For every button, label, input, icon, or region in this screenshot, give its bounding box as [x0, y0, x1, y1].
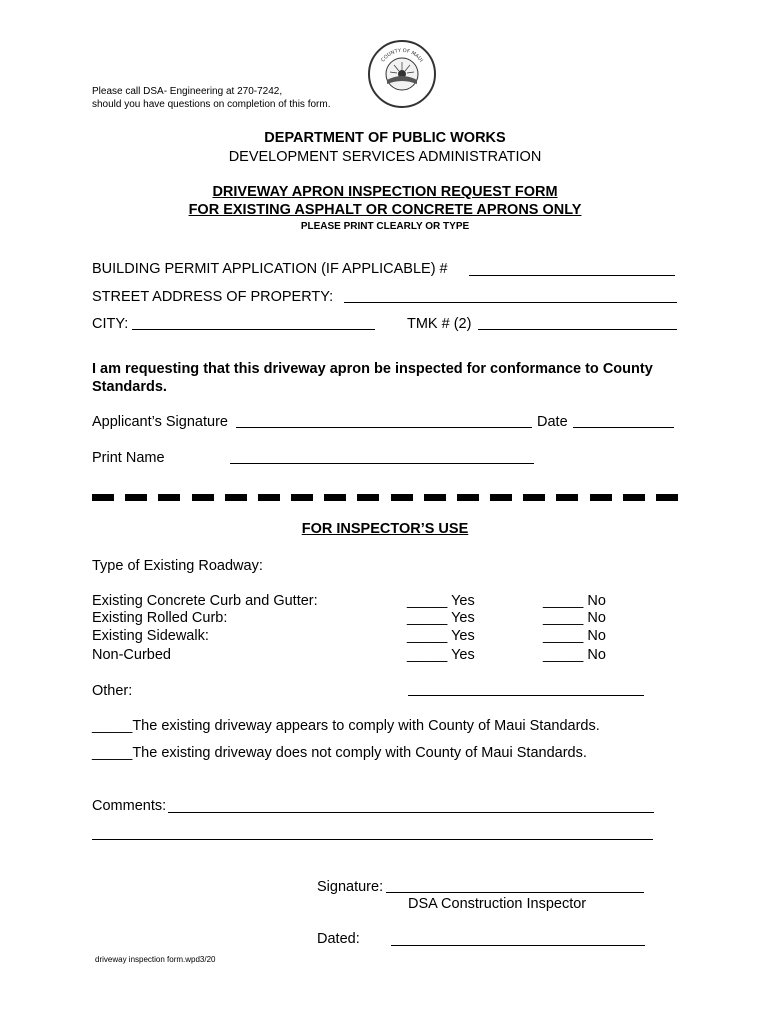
applicant-signature-field[interactable]: [236, 427, 532, 428]
print-instruction: PLEASE PRINT CLEARLY OR TYPE: [300, 221, 470, 232]
footer-filename: driveway inspection form.wpd3/20: [95, 955, 216, 964]
seal-graphic: [370, 42, 434, 106]
roadway-row-label: Existing Rolled Curb:: [92, 610, 228, 626]
contact-note-line-2: should you have questions on completion of this form.: [92, 99, 331, 110]
roadway-row-label: Existing Sidewalk:: [92, 628, 209, 644]
noncomply-statement[interactable]: _____The existing driveway does not comply with County of Maui Standards.: [92, 745, 587, 761]
form-title-line-2: FOR EXISTING ASPHALT OR CONCRETE APRONS ONLY: [188, 202, 582, 218]
other-field[interactable]: [408, 695, 644, 696]
inspector-signature-field[interactable]: [386, 892, 644, 893]
request-statement-line-2: Standards.: [92, 379, 167, 395]
date-label: Date: [537, 414, 568, 430]
roadway-row-yes[interactable]: _____ Yes: [407, 628, 475, 644]
comments-label: Comments:: [92, 798, 167, 814]
city-label: CITY:: [92, 316, 129, 332]
comments-field-line-2[interactable]: [92, 839, 653, 840]
roadway-row-no[interactable]: _____ No: [543, 593, 606, 609]
tmk-field[interactable]: [478, 329, 677, 330]
roadway-row-no[interactable]: _____ No: [543, 647, 606, 663]
roadway-type-label: Type of Existing Roadway:: [92, 558, 263, 574]
form-title-line-1: DRIVEWAY APRON INSPECTION REQUEST FORM: [212, 184, 558, 200]
inspector-section-title: FOR INSPECTOR’S USE: [301, 521, 469, 537]
comments-field-line-1[interactable]: [168, 812, 654, 813]
tmk-label: TMK # (2): [407, 316, 472, 332]
roadway-row-no[interactable]: _____ No: [543, 628, 606, 644]
street-address-field[interactable]: [344, 302, 677, 303]
contact-note-line-1: Please call DSA- Engineering at 270-7242,: [92, 86, 283, 97]
date-field[interactable]: [573, 427, 674, 428]
print-name-field[interactable]: [230, 463, 534, 464]
roadway-row-label: Existing Concrete Curb and Gutter:: [92, 593, 318, 609]
division-name: DEVELOPMENT SERVICES ADMINISTRATION: [228, 149, 542, 165]
comply-statement[interactable]: _____The existing driveway appears to comply with County of Maui Standards.: [92, 718, 600, 734]
inspector-signature-label: Signature:: [317, 879, 384, 895]
roadway-row-yes[interactable]: _____ Yes: [407, 647, 475, 663]
dated-field[interactable]: [391, 945, 645, 946]
permit-number-field[interactable]: [469, 275, 675, 276]
department-name: DEPARTMENT OF PUBLIC WORKS: [264, 130, 506, 146]
seal-top-text: COUNTY OF MAUI: [380, 47, 424, 64]
section-divider: [92, 494, 678, 501]
inspector-title: DSA Construction Inspector: [408, 896, 587, 912]
city-field[interactable]: [132, 329, 375, 330]
request-statement-line-1: I am requesting that this driveway apron be inspected for conformance to County: [92, 361, 653, 377]
street-address-label: STREET ADDRESS OF PROPERTY:: [92, 289, 334, 305]
print-name-label: Print Name: [92, 450, 165, 466]
county-seal: [368, 40, 436, 108]
other-label: Other:: [92, 683, 133, 699]
permit-number-label: BUILDING PERMIT APPLICATION (IF APPLICABLE) #: [92, 261, 448, 277]
applicant-signature-label: Applicant’s Signature: [92, 414, 228, 430]
dated-label: Dated:: [317, 931, 360, 947]
roadway-row-label: Non-Curbed: [92, 647, 171, 663]
roadway-row-yes[interactable]: _____ Yes: [407, 610, 475, 626]
roadway-row-yes[interactable]: _____ Yes: [407, 593, 475, 609]
roadway-row-no[interactable]: _____ No: [543, 610, 606, 626]
